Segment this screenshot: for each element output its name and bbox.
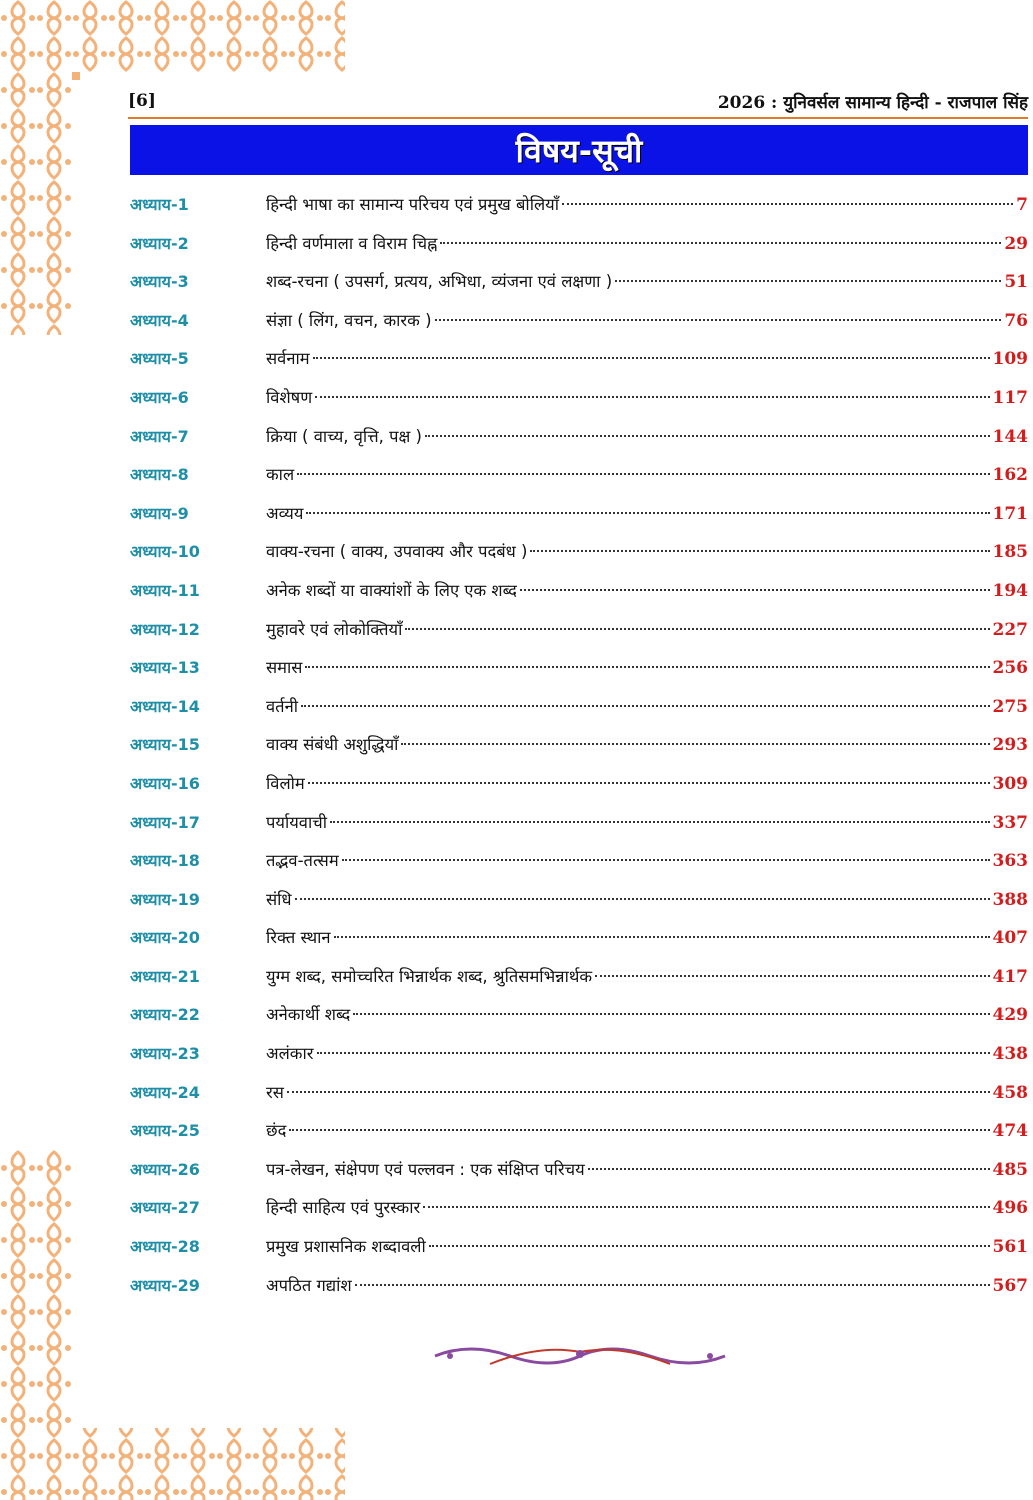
chapter-label: अध्याय-5 — [130, 349, 189, 369]
chapter-label: अध्याय-13 — [130, 658, 200, 678]
toc-row — [130, 996, 1028, 1035]
page-number: 561 — [992, 1237, 1028, 1258]
dot-leader — [588, 1168, 990, 1170]
toc-row — [130, 225, 1028, 264]
toc-row — [130, 263, 1028, 302]
toc-row — [130, 881, 1028, 920]
dot-leader — [289, 1129, 989, 1131]
toc-row — [130, 765, 1028, 804]
page-number: 171 — [992, 503, 1028, 524]
chapter-label: अध्याय-4 — [130, 310, 189, 330]
chapter-topic: सर्वनाम — [266, 349, 310, 369]
chapter-topic: वाक्य-रचना ( वाक्य, उपवाक्य और पदबंध ) — [266, 542, 528, 562]
chapter-topic: संज्ञा ( लिंग, वचन, कारक ) — [266, 310, 432, 330]
page-number: 417 — [992, 966, 1028, 987]
page-number: 337 — [992, 812, 1028, 833]
chapter-topic: शब्द-रचना ( उपसर्ग, प्रत्यय, अभिधा, व्यंजना एवं लक्षणा ) — [266, 272, 613, 292]
toc-row — [130, 456, 1028, 495]
dot-leader — [342, 859, 990, 861]
toc-row — [130, 842, 1028, 881]
chapter-label: अध्याय-16 — [130, 773, 200, 793]
chapter-topic: समास — [266, 658, 303, 678]
chapter-topic: काल — [266, 465, 295, 485]
chapter-label: अध्याय-26 — [130, 1159, 200, 1179]
running-header — [128, 88, 1028, 114]
page-number: 227 — [992, 619, 1028, 640]
chapter-topic: युग्म शब्द, समोच्चरित भिन्नार्थक शब्द, श्रुतिसमभिन्नार्थक — [266, 966, 593, 986]
page-number-label: [6] — [128, 91, 156, 111]
chapter-label: अध्याय-7 — [130, 426, 189, 446]
toc-row — [130, 1074, 1028, 1113]
chapter-label: अध्याय-15 — [130, 735, 200, 755]
toc-row — [130, 919, 1028, 958]
page-number: 256 — [992, 658, 1028, 679]
toc-row — [130, 688, 1028, 727]
chapter-label: अध्याय-8 — [130, 465, 189, 485]
dot-leader — [330, 821, 990, 823]
page-number: 309 — [992, 773, 1028, 794]
chapter-topic: पत्र-लेखन, संक्षेपण एवं पल्लवन : एक संक्षिप्त परिचय — [266, 1159, 585, 1179]
dot-leader — [562, 203, 1013, 205]
chapter-topic: रिक्त स्थान — [266, 928, 331, 948]
chapter-label: अध्याय-27 — [130, 1198, 200, 1218]
chapter-topic: पर्यायवाची — [266, 812, 327, 832]
chapter-label: अध्याय-17 — [130, 812, 200, 832]
toc-row — [130, 379, 1028, 418]
toc-row — [130, 1151, 1028, 1190]
page-number: 109 — [992, 349, 1028, 370]
dot-leader — [315, 396, 989, 398]
chapter-topic: हिन्दी साहित्य एवं पुरस्कार — [266, 1198, 421, 1218]
chapter-topic: हिन्दी वर्णमाला व विराम चिह्न — [266, 233, 438, 253]
chapter-topic: विलोम — [266, 773, 305, 793]
toc-row — [130, 1112, 1028, 1151]
dot-leader — [423, 1206, 989, 1208]
running-title: 2026 : युनिवर्सल सामान्य हिन्दी - राजपाल सिंह — [717, 92, 1028, 113]
dot-leader — [306, 512, 989, 514]
toc-row — [130, 418, 1028, 457]
chapter-topic: प्रमुख प्रशासनिक शब्दावली — [266, 1237, 426, 1257]
chapter-label: अध्याय-22 — [130, 1005, 200, 1025]
chapter-label: अध्याय-6 — [130, 387, 189, 407]
dot-leader — [615, 280, 1001, 282]
dot-leader — [334, 936, 990, 938]
chapter-label: अध्याय-3 — [130, 272, 189, 292]
page-number: 567 — [992, 1275, 1028, 1296]
toc-row — [130, 302, 1028, 341]
chapter-topic: वाक्य संबंधी अशुद्धियाँ — [266, 735, 399, 755]
dot-leader — [297, 473, 989, 475]
page-number: 458 — [992, 1082, 1028, 1103]
chapter-topic: अपठित गद्यांश — [266, 1275, 352, 1295]
toc-row — [130, 533, 1028, 572]
chapter-topic: छंद — [266, 1121, 287, 1141]
page-number: 76 — [1004, 310, 1028, 331]
chapter-label: अध्याय-28 — [130, 1237, 200, 1257]
toc-row — [130, 958, 1028, 997]
contents-title-band — [130, 125, 1028, 175]
dot-leader — [405, 628, 989, 630]
dot-leader — [301, 705, 989, 707]
page-number: 388 — [992, 889, 1028, 910]
chapter-label: अध्याय-12 — [130, 619, 200, 639]
dot-leader — [287, 1091, 990, 1093]
toc-row — [130, 340, 1028, 379]
chapter-label: अध्याय-23 — [130, 1044, 200, 1064]
dot-leader — [440, 242, 1001, 244]
page-number: 407 — [992, 928, 1028, 949]
dot-leader — [435, 319, 1002, 321]
dot-leader — [305, 666, 989, 668]
page-number: 293 — [992, 735, 1028, 756]
toc-row — [130, 726, 1028, 765]
dot-leader — [401, 743, 989, 745]
dot-leader — [355, 1284, 990, 1286]
chapter-topic: संधि — [266, 889, 292, 909]
page-number: 29 — [1004, 233, 1028, 254]
chapter-label: अध्याय-1 — [130, 195, 189, 214]
toc-row — [130, 572, 1028, 611]
dot-leader — [308, 782, 990, 784]
page-number: 117 — [992, 387, 1028, 408]
chapter-topic: अनेक शब्दों या वाक्यांशों के लिए एक शब्द — [266, 580, 517, 600]
toc-row — [130, 1035, 1028, 1074]
chapter-topic: अनेकार्थी शब्द — [266, 1005, 351, 1025]
page-number: 496 — [992, 1198, 1028, 1219]
chapter-label: अध्याय-24 — [130, 1082, 200, 1102]
dot-leader — [313, 357, 990, 359]
dot-leader — [295, 898, 990, 900]
toc-row — [130, 186, 1028, 225]
dot-leader — [530, 550, 989, 552]
page-number: 7 — [1016, 195, 1028, 215]
toc-row — [130, 611, 1028, 650]
page-number: 144 — [992, 426, 1028, 447]
chapter-label: अध्याय-19 — [130, 889, 200, 909]
chapter-label: अध्याय-11 — [130, 580, 200, 600]
chapter-topic: अव्यय — [266, 503, 304, 523]
page-number: 474 — [992, 1121, 1028, 1142]
toc-row — [130, 804, 1028, 843]
chapter-label: अध्याय-9 — [130, 503, 189, 523]
chapter-topic: मुहावरे एवं लोकोक्तियाँ — [266, 619, 403, 639]
chapter-topic: विशेषण — [266, 387, 313, 407]
page-number: 363 — [992, 851, 1028, 872]
dot-leader — [595, 975, 989, 977]
page-title: विषय-सूची — [515, 131, 643, 170]
page-number: 185 — [992, 542, 1028, 563]
table-of-contents — [130, 186, 1028, 1305]
chapter-topic: तद्भव-तत्सम — [266, 851, 339, 871]
page-number: 194 — [992, 580, 1028, 601]
page-number: 162 — [992, 465, 1028, 486]
toc-row — [130, 1267, 1028, 1306]
toc-row — [130, 1228, 1028, 1267]
chapter-label: अध्याय-20 — [130, 928, 200, 948]
chapter-label: अध्याय-2 — [130, 233, 189, 253]
chapter-label: अध्याय-29 — [130, 1275, 200, 1295]
dot-leader — [317, 1052, 990, 1054]
chapter-topic: वर्तनी — [266, 696, 299, 716]
dot-leader — [429, 1245, 990, 1247]
chapter-topic: हिन्दी भाषा का सामान्य परिचय एवं प्रमुख बोलियाँ — [266, 195, 560, 214]
chapter-label: अध्याय-10 — [130, 542, 200, 562]
page-number: 275 — [992, 696, 1028, 717]
chapter-topic: क्रिया ( वाच्य, वृत्ति, पक्ष ) — [266, 426, 422, 446]
chapter-topic: अलंकार — [266, 1044, 314, 1064]
header-rule — [128, 117, 1028, 119]
chapter-label: अध्याय-21 — [130, 966, 200, 986]
page-number: 485 — [992, 1159, 1028, 1180]
chapter-label: अध्याय-25 — [130, 1121, 200, 1141]
chapter-topic: रस — [266, 1082, 284, 1102]
chapter-label: अध्याय-18 — [130, 851, 200, 871]
dot-leader — [353, 1013, 989, 1015]
page-number: 51 — [1004, 272, 1028, 293]
chapter-label: अध्याय-14 — [130, 696, 200, 716]
page-number: 438 — [992, 1044, 1028, 1065]
page-number: 429 — [992, 1005, 1028, 1026]
footer-flourish-ornament — [430, 1338, 730, 1374]
dot-leader — [520, 589, 990, 591]
toc-row — [130, 1189, 1028, 1228]
toc-row — [130, 649, 1028, 688]
toc-row — [130, 495, 1028, 534]
dot-leader — [425, 435, 990, 437]
